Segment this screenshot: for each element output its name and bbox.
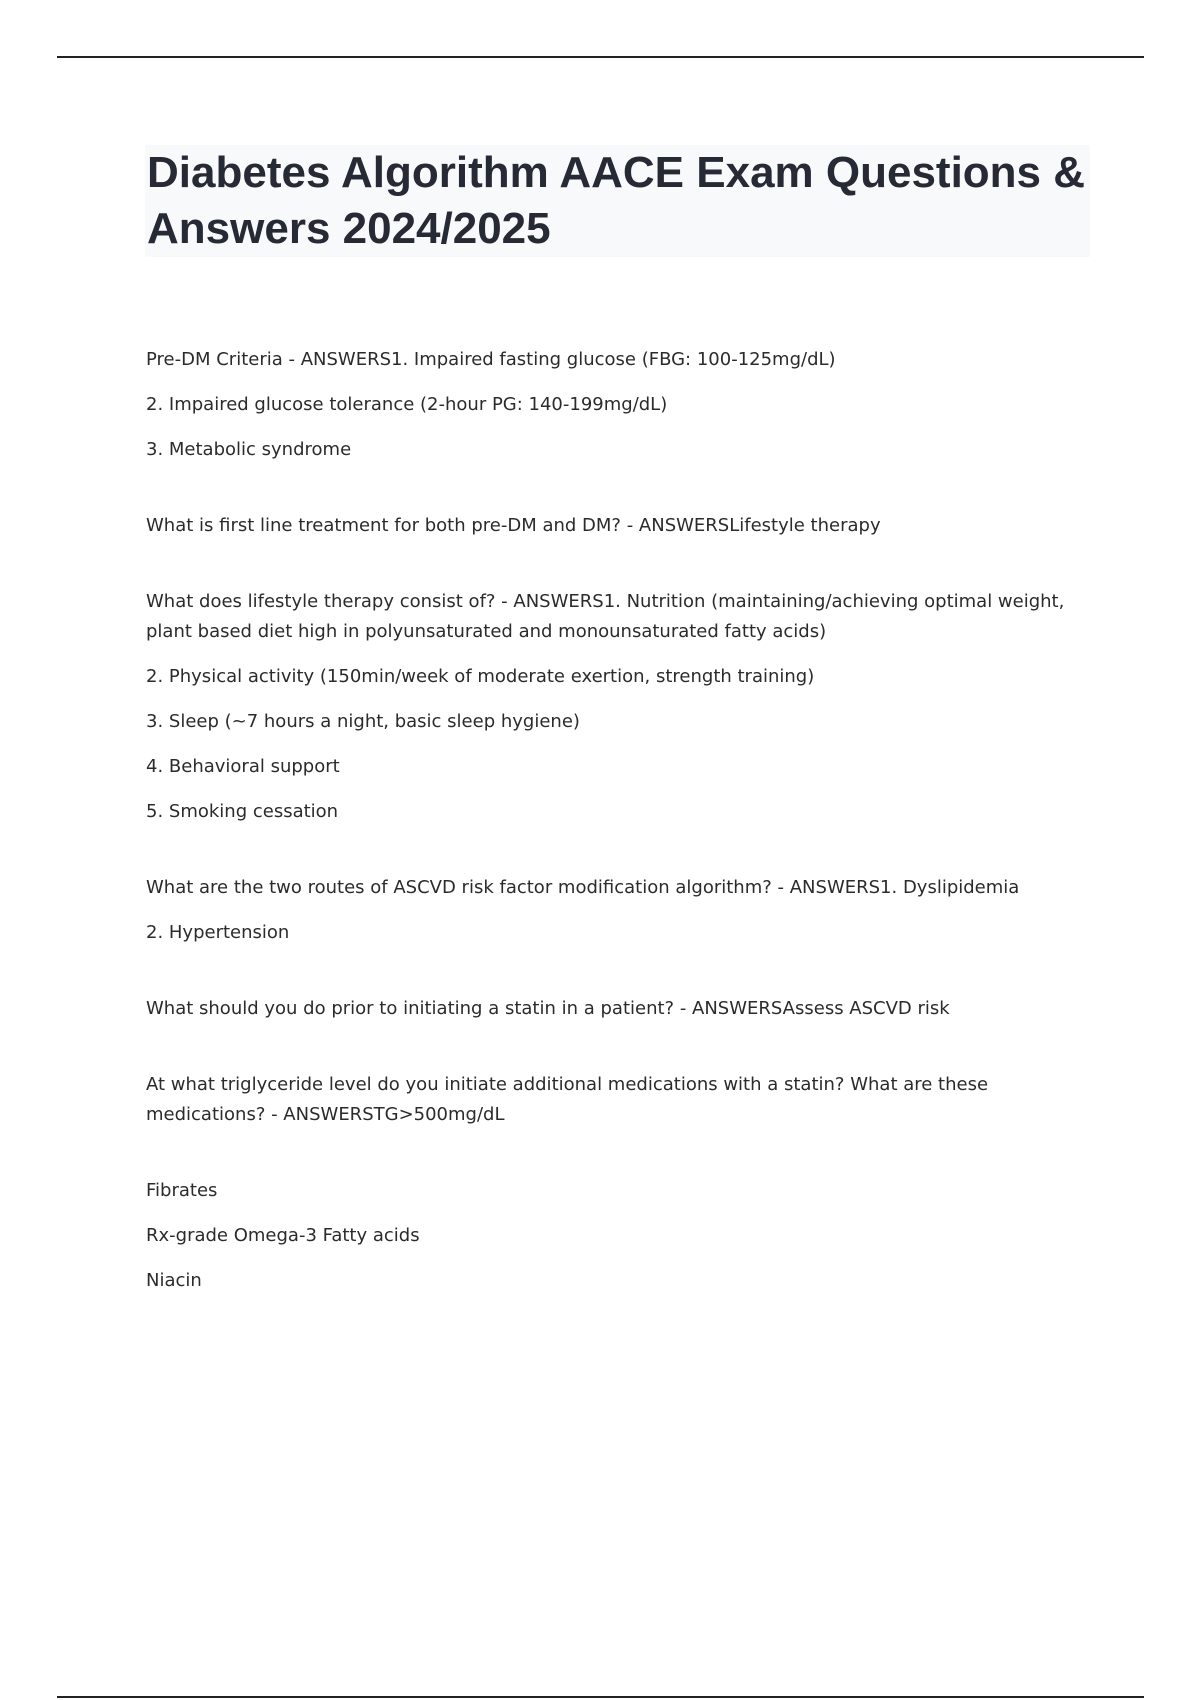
bottom-rule (57, 1696, 1144, 1698)
qa-line: 4. Behavioral support (146, 756, 340, 777)
qa-block-triglyceride-level (146, 1070, 1086, 1130)
qa-line: What should you do prior to initiating a statin in a patient? - ANSWERSAssess ASCVD risk (146, 998, 950, 1019)
qa-line: At what triglyceride level do you initiate additional medications with a statin? What are these medications? - ANSWERSTG>500mg/dL (146, 1074, 989, 1125)
qa-line: What are the two routes of ASCVD risk factor modification algorithm? - ANSWERS1. Dyslipidemia (146, 877, 1020, 898)
qa-line: What is first line treatment for both pre-DM and DM? - ANSWERSLifestyle therapy (146, 515, 881, 536)
qa-block-lifestyle-therapy (146, 587, 1086, 827)
qa-line: 5. Smoking cessation (146, 801, 339, 822)
qa-line: What does lifestyle therapy consist of? - ANSWERS1. Nutrition (maintaining/achieving optimal weight, plant based diet high in polyunsaturated and monounsaturated fatty acids) (146, 591, 1065, 642)
qa-block-medications (146, 1176, 1086, 1296)
qa-block-ascvd-routes (146, 873, 1086, 948)
qa-block-first-line-treatment (146, 511, 1086, 541)
qa-block-prior-to-statin (146, 994, 1086, 1024)
qa-block-pre-dm-criteria (146, 345, 1086, 465)
qa-line: 2. Physical activity (150min/week of moderate exertion, strength training) (146, 666, 815, 687)
qa-line: 2. Hypertension (146, 922, 290, 943)
qa-line: 2. Impaired glucose tolerance (2-hour PG: 140-199mg/dL) (146, 394, 668, 415)
qa-line: 3. Sleep (~7 hours a night, basic sleep hygiene) (146, 711, 580, 732)
document-title: Diabetes Algorithm AACE Exam Questions & Answers 2024/2025 (147, 148, 1086, 253)
qa-line: Fibrates (146, 1180, 218, 1201)
qa-content (146, 345, 1086, 1342)
qa-line: Pre-DM Criteria - ANSWERS1. Impaired fasting glucose (FBG: 100-125mg/dL) (146, 349, 836, 370)
qa-line: 3. Metabolic syndrome (146, 439, 352, 460)
qa-line: Niacin (146, 1270, 202, 1291)
qa-line: Rx-grade Omega-3 Fatty acids (146, 1225, 420, 1246)
top-rule (57, 56, 1144, 58)
